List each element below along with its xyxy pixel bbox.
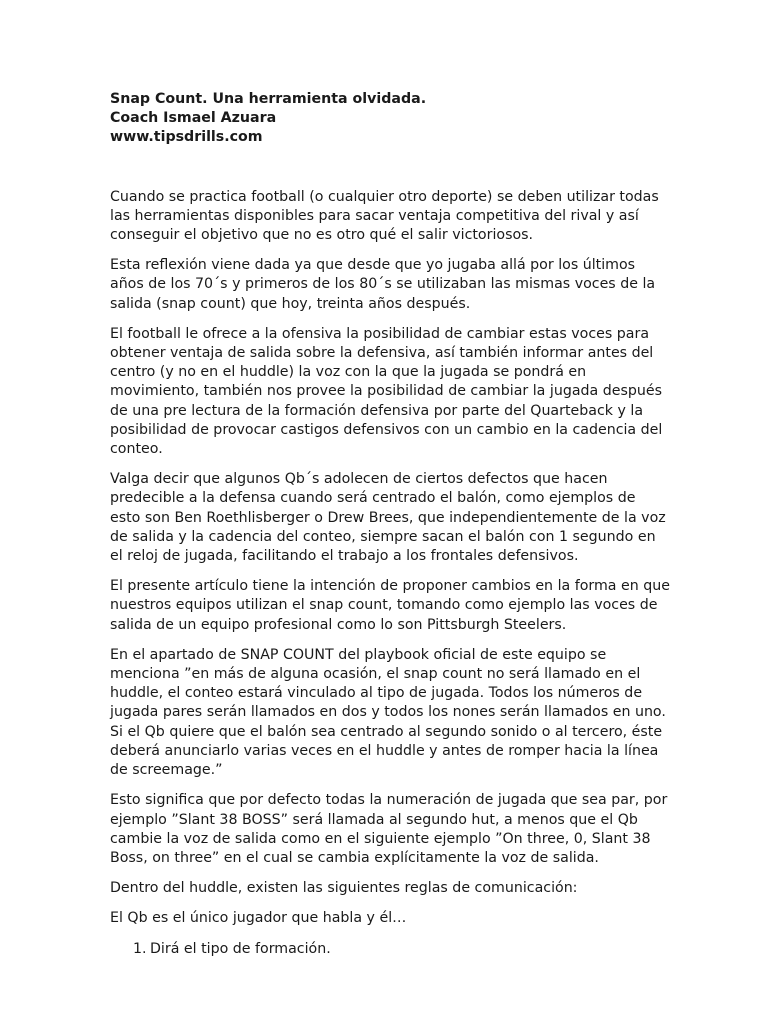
document-title: Snap Count. Una herramienta olvidada. xyxy=(110,91,427,107)
document-header xyxy=(110,90,670,148)
document-body xyxy=(110,188,670,959)
author-name: Coach Ismael Azuara xyxy=(110,110,277,127)
paragraph: En el apartado de SNAP COUNT del playbook oficial de este equipo se menciona ”en más de alguna ocasión, el snap count no será llamado en el huddle, el conteo estará vinculado al tipo de jugada. Todos los números de jugada pares serán llamados en dos y todos los nones serán llamados en uno. Si el Qb quiere que el balón sea centrado al segundo sonido o al tercero, éste deberá anunciarlo varias veces en el huddle y antes de romper hacia la línea de screemage.” xyxy=(110,646,666,779)
list-item xyxy=(110,940,670,959)
paragraph: Esta reflexión viene dada ya que desde que yo jugaba allá por los últimos años de los 70´s y primeros de los 80´s se utilizaban las mismas voces de la salida (snap count) que hoy, treinta años después. xyxy=(110,257,656,312)
paragraph: El presente artículo tiene la intención de proponer cambios en la forma en que nuestros equipos utilizan el snap count, tomando como ejemplo las voces de salida de un equipo profesional como lo son Pittsburgh Steelers. xyxy=(110,578,670,633)
paragraph: Esto significa que por defecto todas la numeración de jugada que sea par, por ejemplo ”Slant 38 BOSS” será llamada al segundo hut, a menos que el Qb cambie la voz de salida como en el siguiente ejemplo ”On three, 0, Slant 38 Boss, on three” en el cual se cambia explícitamente la voz de salida. xyxy=(110,792,668,866)
list-item-text: Dirá el tipo de formación. xyxy=(150,940,331,957)
paragraph: Valga decir que algunos Qb´s adolecen de ciertos defectos que hacen predecible a la defensa cuando será centrado el balón, como ejemplos de esto son Ben Roethlisberger o Drew Brees, que independientemente de la voz de salida y la cadencia del conteo, siempre sacan el balón con 1 segundo en el reloj de jugada, facilitando el trabajo a los frontales defensivos. xyxy=(110,471,666,565)
paragraph: El Qb es el único jugador que habla y él… xyxy=(110,910,407,927)
paragraph: Cuando se practica football (o cualquier otro deporte) se deben utilizar todas las herramientas disponibles para sacar ventaja competitiva del rival y así conseguir el objetivo que no es otro qué el salir victoriosos. xyxy=(110,188,659,244)
paragraph: Dentro del huddle, existen las siguientes reglas de comunicación: xyxy=(110,880,578,897)
paragraph: El football le ofrece a la ofensiva la posibilidad de cambiar estas voces para obtener ventaja de salida sobre la defensiva, así también informar antes del centro (y no en el huddle) la voz con la que la jugada se pondrá en movimiento, también nos provee la posibilidad de cambiar la jugada después de una pre lectura de la formación defensiva por parte del Quarteback y la posibilidad de provocar castigos defensivos con un cambio en la cadencia del conteo. xyxy=(110,325,663,458)
list-item-number: 1. xyxy=(133,940,147,957)
website-link: www.tipsdrills.com xyxy=(110,129,263,146)
numbered-list xyxy=(110,940,670,959)
document-page xyxy=(110,90,670,959)
